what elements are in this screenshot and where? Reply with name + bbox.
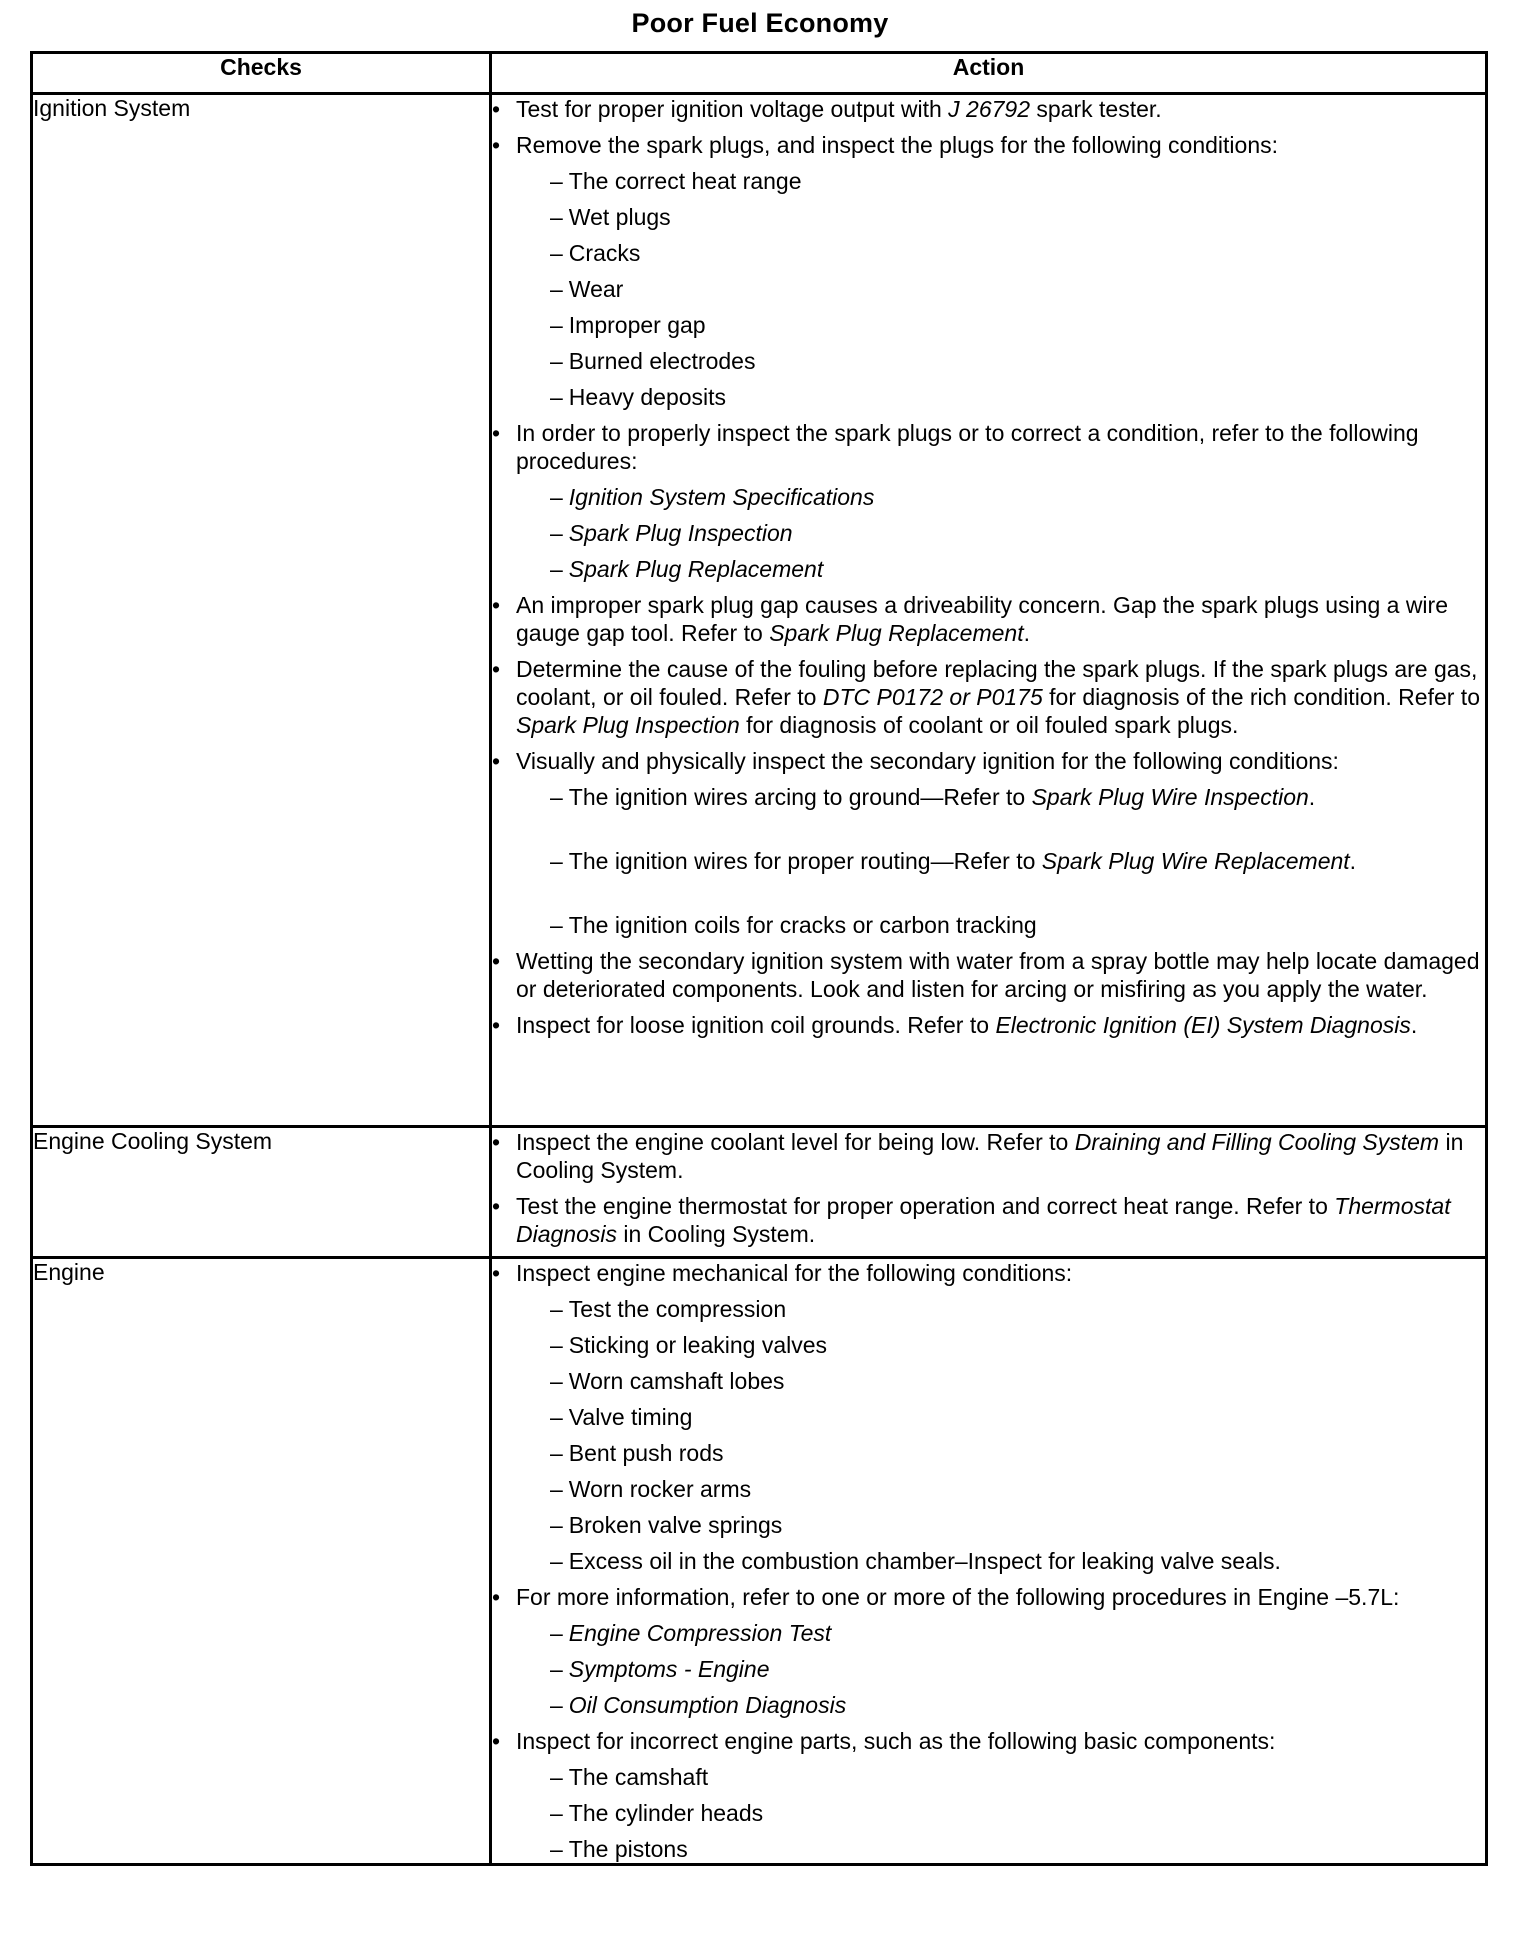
procedure-reference[interactable]: Spark Plug Inspection — [516, 712, 740, 738]
action-item: • Inspect for loose ignition coil grounds. Refer to Electronic Ignition (EI) System Diagnosis. — [492, 1011, 1485, 1039]
action-item: • Inspect the engine coolant level for being low. Refer to Draining and Filling Cooling System in Cooling System. — [492, 1128, 1485, 1184]
check-cell-ignition-system: Ignition System — [32, 94, 491, 1127]
action-cell-engine-cooling-system — [491, 1127, 1487, 1258]
sub-item: – The correct heat range — [550, 168, 802, 194]
table-row — [32, 1258, 1487, 1865]
sub-item: – The ignition wires arcing to ground—Refer to Spark Plug Wire Inspection. — [550, 784, 1316, 810]
check-cell-engine-cooling-system: Engine Cooling System — [32, 1127, 491, 1258]
tool-reference: J 26792 — [948, 96, 1030, 122]
sub-item: – Broken valve springs — [550, 1512, 783, 1538]
action-item: • Test for proper ignition voltage output with J 26792 spark tester. — [492, 95, 1485, 123]
action-item: • Visually and physically inspect the secondary ignition for the following conditions: – The ignition wires arcing to ground—Refer to Spark Plug Wire Inspection. – The ignition wires for proper routing—Refer to Spark Plug Wire Replacement. – The ignition coils for cracks or carbon tracking — [492, 747, 1485, 939]
procedure-reference[interactable]: – Spark Plug Replacement — [550, 556, 824, 582]
sub-item: – The cylinder heads — [550, 1800, 764, 1826]
procedure-reference[interactable]: Spark Plug Wire Inspection — [1031, 784, 1309, 810]
page-title: Poor Fuel Economy — [631, 8, 889, 38]
sub-item: – The camshaft — [550, 1764, 709, 1790]
procedure-reference[interactable]: Thermostat Diagnosis — [516, 1193, 1451, 1247]
sub-item: – Improper gap — [550, 312, 706, 338]
sub-item: – Sticking or leaking valves — [550, 1332, 828, 1358]
action-cell-engine — [491, 1258, 1487, 1865]
check-cell-engine: Engine — [32, 1258, 491, 1865]
sub-item: – Heavy deposits — [550, 384, 727, 410]
diagnostic-table — [30, 51, 1488, 1866]
action-item: • Inspect for incorrect engine parts, such as the following basic components: – The camshaft – The cylinder heads – The pistons — [492, 1727, 1485, 1863]
procedure-reference[interactable]: Spark Plug Replacement — [769, 620, 1024, 646]
sub-item: – Bent push rods — [550, 1440, 724, 1466]
procedure-reference[interactable]: Spark Plug Wire Replacement — [1041, 848, 1350, 874]
dtc-reference[interactable]: DTC P0172 or P0175 — [822, 684, 1043, 710]
column-header-checks: Checks — [32, 53, 491, 94]
action-item: • In order to properly inspect the spark plugs or to correct a condition, refer to the following procedures: – Ignition System Specifications – Spark Plug Inspection – Spark Plug Replacement — [492, 419, 1485, 583]
sub-item: – Wet plugs — [550, 204, 671, 230]
action-item: • Remove the spark plugs, and inspect the plugs for the following conditions: – The correct heat range – Wet plugs – Cracks – Wear – Improper gap – Burned electrodes – Heavy deposits — [492, 131, 1485, 411]
sub-item: – Worn rocker arms — [550, 1476, 752, 1502]
table-row — [32, 1127, 1487, 1258]
procedure-reference[interactable]: – Engine Compression Test — [550, 1620, 832, 1646]
action-cell-ignition-system — [491, 94, 1487, 1127]
sub-item: – Wear — [550, 276, 624, 302]
procedure-reference[interactable]: – Symptoms - Engine — [550, 1656, 770, 1682]
sub-item: – The ignition wires for proper routing—Refer to Spark Plug Wire Replacement. — [550, 848, 1357, 874]
action-item: • Test the engine thermostat for proper operation and correct heat range. Refer to Thermostat Diagnosis in Cooling System. — [492, 1192, 1485, 1248]
action-item: • An improper spark plug gap causes a driveability concern. Gap the spark plugs using a wire gauge gap tool. Refer to Spark Plug Replacement. — [492, 591, 1485, 647]
sub-item: – Valve timing — [550, 1404, 693, 1430]
action-item: • Determine the cause of the fouling before replacing the spark plugs. If the spark plugs are gas, coolant, or oil fouled. Refer to DTC P0172 or P0175 for diagnosis of the rich condition. Refer to Spark Plug Inspection for diagnosis of coolant or oil fouled spark plugs. — [492, 655, 1485, 739]
action-item: • For more information, refer to one or more of the following procedures in Engine –5.7L: – Engine Compression Test – Symptoms - Engine – Oil Consumption Diagnosis — [492, 1583, 1485, 1719]
procedure-reference[interactable]: Electronic Ignition (EI) System Diagnosis — [995, 1012, 1411, 1038]
column-header-action: Action — [491, 53, 1487, 94]
procedure-reference[interactable]: – Ignition System Specifications — [550, 484, 875, 510]
table-row — [32, 94, 1487, 1127]
sub-item: – Worn camshaft lobes — [550, 1368, 785, 1394]
procedure-reference[interactable]: – Spark Plug Inspection — [550, 520, 793, 546]
sub-item: – Burned electrodes — [550, 348, 756, 374]
action-item: • Inspect engine mechanical for the following conditions: – Test the compression – Sticking or leaking valves – Worn camshaft lobes – Valve timing – Bent push rods – Worn rocker arms – Broken valve springs – Excess oil in the combustion chamber–Inspect for leaking valve seals. — [492, 1259, 1485, 1575]
sub-item: – Cracks — [550, 240, 641, 266]
sub-item: – The ignition coils for cracks or carbon tracking — [550, 912, 1037, 938]
action-item: • Wetting the secondary ignition system with water from a spray bottle may help locate damaged or deteriorated components. Look and listen for arcing or misfiring as you apply the water. — [492, 947, 1485, 1003]
sub-item: – Test the compression — [550, 1296, 787, 1322]
table-header-row — [32, 53, 1487, 94]
sub-item: – The pistons — [550, 1836, 688, 1862]
sub-item: – Excess oil in the combustion chamber–Inspect for leaking valve seals. — [550, 1548, 1281, 1574]
procedure-reference[interactable]: – Oil Consumption Diagnosis — [550, 1692, 847, 1718]
procedure-reference[interactable]: Draining and Filling Cooling System — [1074, 1129, 1440, 1155]
